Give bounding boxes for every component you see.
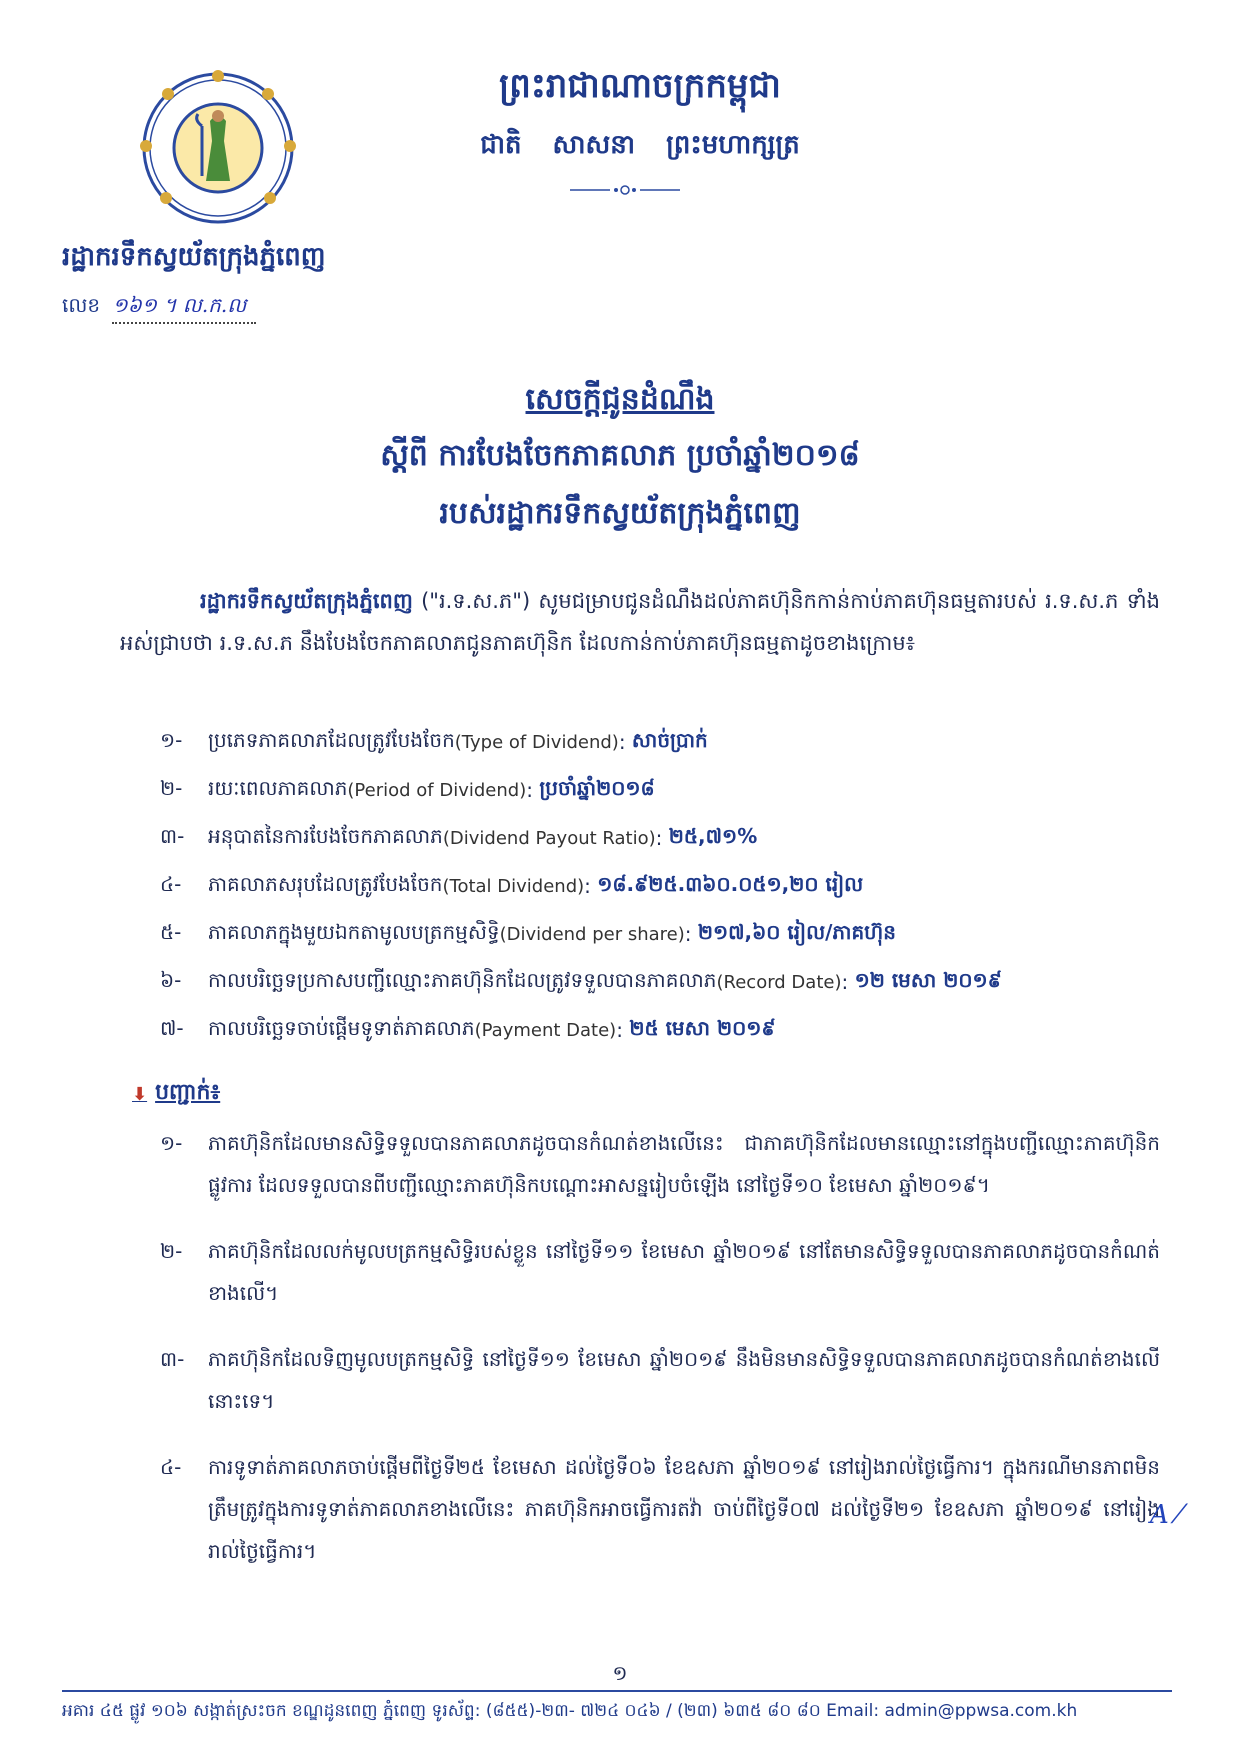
note-text: ភាគហ៊ុនិកដែលលក់មូលបត្រកម្មសិទ្ធិរបស់ខ្លួន នៅថ្ងៃទី១១ ខែមេសា ឆ្នាំ២០១៩ នៅតែមានសិទ្ធិទទួលបានភាគលាភដូចបានកំណត់ខាងលើ។ [208, 1239, 1160, 1305]
item-label-en: (Payment Date) [474, 1019, 617, 1041]
note-heading [132, 1078, 220, 1110]
note-text: ការទូទាត់ភាគលាភចាប់ផ្តើមពីថ្ងៃទី២៥ ខែមេសា ដល់ថ្ងៃទី០៦ ខែឧសភា ឆ្នាំ២០១៩ នៅរៀងរាល់ថ្ងៃធ្វើការ។ ក្នុងករណីមានភាពមិនត្រឹមត្រូវក្នុងការទូទាត់ភាគលាភខាងលើនេះ ភាគហ៊ុនិកអាចធ្វើការតវ៉ា ចាប់ពីថ្ងៃទី០៧ ដល់ថ្ងៃទី២១ ខែឧសភា ឆ្នាំ២០១៩ នៅរៀងរាល់ថ្ងៃធ្វើការ។ [208, 1455, 1160, 1563]
ornament-divider [570, 184, 680, 196]
item-label: រយៈពេលភាគលាភ [208, 776, 348, 800]
notes-list [160, 1122, 1160, 1596]
national-motto: ជាតិ សាសនា ព្រះមហាក្សត្រ [480, 130, 800, 160]
item-number: ៣- [160, 824, 185, 848]
dividend-details-list [160, 718, 1180, 1054]
handwritten-initials: A ⁄ [1150, 1500, 1182, 1530]
item-label-en: (Dividend per share) [499, 923, 685, 945]
item-value: ២១៧,៦០ រៀល/ភាគហ៊ុន [697, 920, 896, 944]
list-item [160, 1122, 1160, 1206]
list-item: ៦- កាលបរិច្ឆេទប្រកាសបញ្ជីឈ្មោះភាគហ៊ុនិកដែលត្រូវទទួលបានភាគលាភ (Record Date) : ១២ មេសា ២០១៩ [160, 958, 1180, 1006]
item-label: ភាគលាភសរុបដែលត្រូវបែងចែក [208, 872, 443, 896]
kingdom-heading: ព្រះរាជាណាចក្រកម្ពុជា [499, 66, 781, 106]
item-label-en: (Total Dividend) [442, 875, 585, 897]
item-label: កាលបរិច្ឆេទចាប់ផ្តើមទូទាត់ភាគលាភ [208, 1016, 475, 1040]
note-number: ២- [160, 1239, 183, 1263]
item-number: ៦- [160, 968, 182, 992]
note-number: ១- [160, 1131, 183, 1155]
footer-address: អគារ ៤៥ ផ្លូវ ១០៦ សង្កាត់ស្រះចក ខណ្ឌដូនពេញ ភ្នំពេញ ទូរស័ព្ទ: (៨៥៥)-២៣- ៧២៤ ០៤៦ / (២៣) ៦៣៥ ៨០ ៨០ Email: admin@ppwsa.com.kh [62, 1701, 1078, 1721]
reference-number [62, 292, 256, 324]
item-label-en: (Record Date) [716, 971, 842, 993]
list-item [160, 1338, 1160, 1422]
item-label: កាលបរិច្ឆេទប្រកាសបញ្ជីឈ្មោះភាគហ៊ុនិកដែលត្រូវទទួលបានភាគលាភ [208, 968, 717, 992]
note-heading-label: បញ្ជាក់៖ [155, 1080, 221, 1105]
item-label-en: (Period of Dividend) [347, 779, 527, 801]
item-value: សាច់ប្រាក់ [631, 728, 708, 752]
list-item: ២- រយៈពេលភាគលាភ (Period of Dividend) : ប្រចាំឆ្នាំ២០១៨ [160, 766, 1180, 814]
list-item: ៣- អនុបាតនៃការបែងចែកភាគលាភ (Dividend Payout Ratio) : ២៥,៧១% [160, 814, 1180, 862]
reference-number-handwritten: ១៦១ ។ ល.ក.ល [112, 292, 256, 324]
item-label-en: (Type of Dividend) [454, 731, 619, 753]
reference-label: លេខ [62, 293, 101, 317]
organization-name: រដ្ឋាករទឹកស្វយ័តក្រុងភ្នំពេញ [62, 242, 326, 272]
notice-title: សេចក្តីជូនដំណឹង [525, 382, 715, 417]
item-number: ៤- [160, 872, 182, 896]
list-item: ១- ប្រភេទភាគលាភដែលត្រូវបែងចែក (Type of Dividend) : សាច់ប្រាក់ [160, 718, 1180, 766]
item-value: ប្រចាំឆ្នាំ២០១៨ [539, 776, 655, 800]
item-label: ភាគលាភក្នុងមួយឯកតាមូលបត្រកម្មសិទ្ធិ [208, 920, 500, 944]
note-text: ភាគហ៊ុនិកដែលមានសិទ្ធិទទួលបានភាគលាភដូចបានកំណត់ខាងលើនេះ ជាភាគហ៊ុនិកដែលមានឈ្មោះនៅក្នុងបញ្ជីឈ្មោះភាគហ៊ុនិកផ្លូវការ ដែលទទួលបានពីបញ្ជីឈ្មោះភាគហ៊ុនិកបណ្តោះអាសន្នរៀបចំឡើង នៅថ្ងៃទី១០ ខែមេសា ឆ្នាំ២០១៩។ [208, 1131, 1160, 1197]
item-number: ២- [160, 776, 183, 800]
item-label: អនុបាតនៃការបែងចែកភាគលាភ [208, 824, 443, 848]
notice-issuer: របស់រដ្ឋាករទឹកស្វយ័តក្រុងភ្នំពេញ [439, 496, 801, 531]
item-value: ២៥,៧១% [668, 824, 758, 848]
item-number: ៥- [160, 920, 182, 944]
item-value: ១២ មេសា ២០១៩ [854, 968, 1002, 992]
item-value: ២៥ មេសា ២០១៩ [629, 1016, 776, 1040]
arrow-down-icon: ⬇ [132, 1083, 148, 1105]
list-item: ៥- ភាគលាភក្នុងមួយឯកតាមូលបត្រកម្មសិទ្ធិ (Dividend per share) : ២១៧,៦០ រៀល/ភាគហ៊ុន [160, 910, 1180, 958]
item-number: ១- [160, 728, 183, 752]
item-label: ប្រភេទភាគលាភដែលត្រូវបែងចែក [208, 728, 455, 752]
item-value: ១៨.៩២៥.៣៦០.០៥១,២០ រៀល [597, 872, 864, 896]
intro-org-name: រដ្ឋាករទឹកស្វយ័តក្រុងភ្នំពេញ [200, 589, 413, 613]
intro-paragraph [120, 580, 1160, 664]
item-number: ៧- [160, 1016, 184, 1040]
ppwsa-logo [118, 66, 318, 226]
list-item: ៤- ភាគលាភសរុបដែលត្រូវបែងចែក (Total Dividend) : ១៨.៩២៥.៣៦០.០៥១,២០ រៀល [160, 862, 1180, 910]
page-number: ១ [612, 1661, 628, 1685]
intro-text: ("រ.ទ.ស.ភ") សូមជម្រាបជូនដំណឹងដល់ភាគហ៊ុនិកកាន់កាប់ភាគហ៊ុនធម្មតារបស់ រ.ទ.ស.ភ ទាំងអស់ជ្រាបថា រ.ទ.ស.ភ នឹងបែងចែកភាគលាភជូនភាគហ៊ុនិក ដែលកាន់កាប់ភាគហ៊ុនធម្មតាដូចខាងក្រោម៖ [120, 589, 1160, 655]
list-item [160, 1446, 1160, 1572]
list-item [160, 1230, 1160, 1314]
item-label-en: (Dividend Payout Ratio) [442, 827, 656, 849]
footer-divider [62, 1690, 1172, 1692]
note-text: ភាគហ៊ុនិកដែលទិញមូលបត្រកម្មសិទ្ធិ នៅថ្ងៃទី១១ ខែមេសា ឆ្នាំ២០១៩ នឹងមិនមានសិទ្ធិទទួលបានភាគលាភដូចបានកំណត់ខាងលើនោះទេ។ [208, 1347, 1160, 1413]
notice-subject: ស្តីពី ការបែងចែកភាគលាភ ប្រចាំឆ្នាំ២០១៨ [380, 438, 860, 473]
note-number: ៤- [160, 1455, 182, 1479]
list-item: ៧- កាលបរិច្ឆេទចាប់ផ្តើមទូទាត់ភាគលាភ (Payment Date) : ២៥ មេសា ២០១៩ [160, 1006, 1180, 1054]
note-number: ៣- [160, 1347, 185, 1371]
